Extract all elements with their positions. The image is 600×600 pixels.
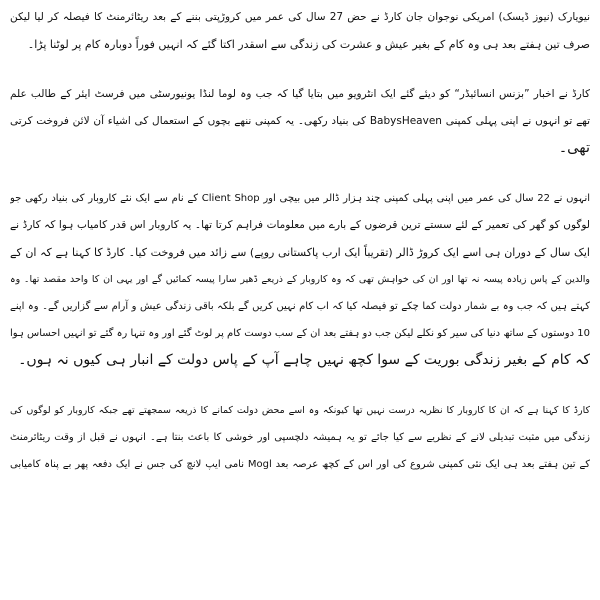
paragraph-2 (10, 81, 590, 162)
text-line: لوگوں کو گھر کی تعمیر کے لئے سستے ترین قرضوں کے بارے میں معلومات فراہم کرتا تھا۔ یہ کاروبار اس قدر کامیاب ہوا کہ کارڈ نے (10, 219, 590, 231)
paragraph-1 (10, 4, 590, 58)
text-line: کے تین ہفتے بعد ہی ایک نئی کمپنی شروع کی اور اس کے کچھ عرصہ بعد Mogl نامی ایپ لانچ کی جس نے ایک دفعہ پھر بے پناہ کامیابی (10, 459, 590, 470)
text-line: 10 دوستوں کے ساتھ دنیا کی سیر کو نکلے لیکن جب دو ہفتے بعد ان کے سب دوست کام پر لوٹ گئے اور وہ تنہا رہ گئے تو انہیں احساس ہوا (10, 328, 590, 339)
text-line: زندگی میں مثبت تبدیلی لانے کے نظریے سے کیا جائے تو یہ ہمیشہ دلچسپی اور خوشی کا باعث بنتا ہے۔ انہوں نے قبل از وقت ریٹائرمنٹ (10, 432, 590, 443)
text-line: تھے تو انہوں نے اپنی پہلی کمپنی BabysHeaven کی بنیاد رکھی۔ یہ کمپنی ننھے بچوں کے استعمال کی اشیاء آن لائن فروخت کرتی (10, 115, 590, 127)
text-line: ایک سال کے دوران ہی اسے ایک کروڑ ڈالر (تقریباً ایک ارب پاکستانی روپے) سے زائد میں فروخت کیا۔ کارڈ کا کہنا ہے کہ ان کے (10, 246, 590, 259)
text-line: انہوں نے 22 سال کی عمر میں اپنی پہلی کمپنی چند ہزار ڈالر میں بیچی اور Client Shop کے نام سے ایک نئے کاروبار کی بنیاد رکھی جو (10, 193, 590, 204)
text-line: نیویارک (نیوز ڈیسک) امریکی نوجوان جان کارڈ نے حض 27 سال کی عمر میں کروڑپتی بننے کے بعد ریٹائرمنٹ کا فیصلہ کر لیا لیکن (10, 11, 590, 23)
text-line: تھی۔ (558, 140, 590, 156)
paragraph-3 (10, 185, 590, 374)
text-line: کارڈ کا کہنا ہے کہ ان کا کاروبار کا نظریہ درست نہیں تھا کیونکہ وہ اسے محض دولت کمانے کا ذریعہ سمجھتے تھے جبکہ کاروبار کو لوگوں کی (10, 405, 590, 416)
paragraph-spacer (10, 58, 590, 81)
paragraph-spacer (10, 374, 590, 397)
text-line: کہ کام کے بغیر زندگی بوریت کے سوا کچھ نہیں چاہے آپ کے پاس دولت کے انبار ہی کیوں نہ ہوں۔ (18, 352, 590, 368)
text-line: کہتے ہیں کہ جب وہ بے شمار دولت کما چکے تو فیصلہ کیا کہ اب کام نہیں کریں گے بلکہ باقی زندگی عیش و آرام سے گزاریں گے۔ وہ اپنے (10, 301, 590, 312)
text-line: کارڈ نے اخبار ”بزنس انسائیڈر“ کو دیئے گئے ایک انٹرویو میں بتایا گیا کہ جب وہ لوما لنڈا یونیورسٹی میں فرسٹ ایئر کے طالب علم (10, 88, 590, 100)
paragraph-spacer (10, 162, 590, 185)
text-line: والدین کے پاس زیادہ پیسہ نہ تھا اور ان کی خواہش تھی کہ وہ کاروبار کے ذریعے ڈھیر سارا پیسہ کمائیں گے اور یہی ان کا واحد مقصد تھا۔ وہ (10, 274, 590, 285)
text-line: صرف تین ہفتے بعد ہی وہ کام کے بغیر عیش و عشرت کی زندگی سے اسقدر اکتا گئے کہ انہیں فوراً دوبارہ کام پر لوٹنا پڑا۔ (27, 38, 590, 51)
paragraph-4 (10, 397, 590, 478)
